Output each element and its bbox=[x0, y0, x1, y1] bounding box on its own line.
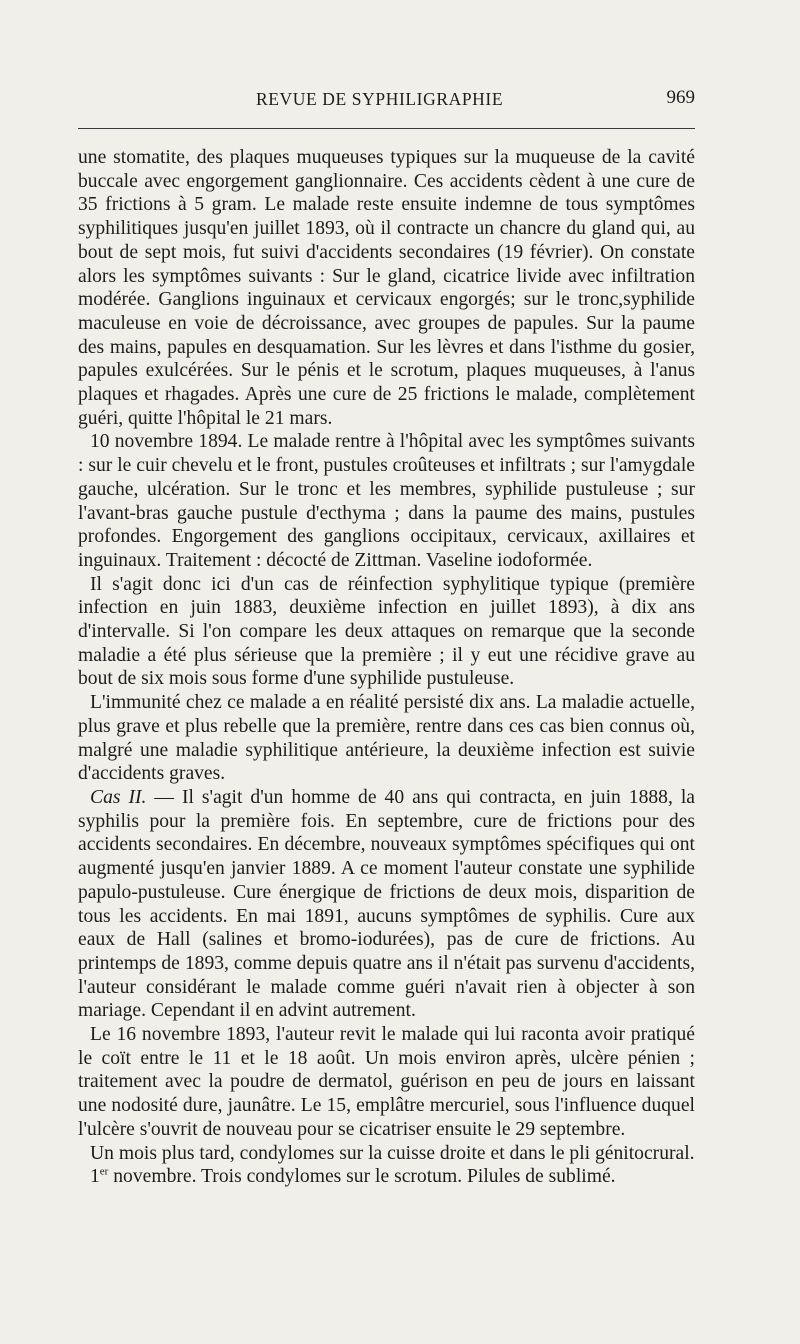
paragraph-8-text: novembre. Trois condylomes sur le scrotum. Pilules de sublimé. bbox=[108, 1166, 616, 1188]
running-title: REVUE DE SYPHILIGRAPHIE bbox=[256, 89, 504, 109]
paragraph-8 bbox=[78, 1165, 695, 1189]
paragraph-7: Un mois plus tard, condylomes sur la cuisse droite et dans le pli génitocrural. bbox=[90, 1142, 695, 1164]
paragraph-1: une stomatite, des plaques muqueuses typiques sur la muqueuse de la cavité buccale avec engorgement ganglionnaire. Ces accidents cèdent à une cure de 35 frictions à 5 gram. Le malade reste ensuite indemne de tous symptômes syphilitiques jusqu'en juillet 1893, où il contracte un chancre du gland qui, au bout de sept mois, fut suivi d'accidents secondaires (19 février). On constate alors les symptômes suivants : Sur le gland, cicatrice livide avec infiltration modérée. Ganglions inguinaux et cervicaux engorgés; sur le tronc,syphilide maculeuse en voie de décroissance, avec groupes de papules. Sur la paume des mains, papules en desquamation. Sur les lèvres et dans l'isthme du gosier, papules exulcérées. Sur le pénis et le scrotum, plaques muqueuses, à l'anus plaques et rhagades. Après une cure de 25 frictions le malade, complètement guéri, quitte l'hôpital le 21 mars. bbox=[78, 147, 695, 429]
paragraph-3: Il s'agit donc ici d'un cas de réinfection syphylitique typique (première infection en juin 1883, deuxième infection en juillet 1893), à dix ans d'intervalle. Si l'on compare les deux attaques on remarque que la seconde maladie a été plus sérieuse que la première ; il y eut une récidive grave au bout de six mois sous forme d'une syphilide pustuleuse. bbox=[78, 573, 695, 690]
paragraph-4: L'immunité chez ce malade a en réalité persisté dix ans. La maladie actuelle, plus grave et plus rebelle que la première, rentre dans ces cas bien connus où, malgré une maladie syphilitique antérieure, la deuxième infection est suivie d'accidents graves. bbox=[78, 692, 695, 785]
case-label: Cas II. bbox=[90, 786, 147, 808]
paragraph-6: Le 16 novembre 1893, l'auteur revit le malade qui lui raconta avoir pratiqué le coït entre le 11 et le 18 août. Un mois environ après, ulcère pénien ; traitement avec la poudre de dermatol, guérison en peu de jours en laissant une nodosité dure, jaunâtre. Le 15, emplâtre mercuriel, sous l'influence duquel l'ulcère s'ouvrit de nouveau pour se cicatriser ensuite le 29 septembre. bbox=[78, 1024, 695, 1140]
paragraph-5 bbox=[78, 786, 695, 1023]
paragraph-5-text: — Il s'agit d'un homme de 40 ans qui contracta, en juin 1888, la syphilis pour la première fois. En septembre, cure de frictions pour des accidents secondaires. En décembre, nouveaux symptômes spécifiques qui ont augmenté jusqu'en janvier 1889. A ce moment l'auteur constate une syphilide papulo-pustuleuse. Cure énergique de frictions de deux mois, disparition de tous les accidents. En mai 1891, aucuns symptômes de syphilis. Cure aux eaux de Hall (salines et bromo-iodurées), pas de cure de frictions. Au printemps de 1893, comme depuis quatre ans il n'était pas survenu d'accidents, l'auteur considérant le malade comme guéri n'avait rien à objecter à son mariage. Cependant il en advint autrement. bbox=[78, 786, 695, 1022]
body-text bbox=[78, 146, 695, 1189]
date-superscript: er bbox=[99, 1165, 109, 1178]
date-number: 1 bbox=[90, 1166, 100, 1188]
page-header bbox=[78, 89, 695, 119]
page-number: 969 bbox=[666, 87, 695, 108]
paragraph-2: 10 novembre 1894. Le malade rentre à l'hôpital avec les symptômes suivants : sur le cuir chevelu et le front, pustules croûteuses et infiltrats ; sur l'amygdale gauche, ulcération. Sur le tronc et les membres, syphilide pustuleuse ; sur l'avant-bras gauche pustule d'ecthyma ; dans la paume des mains, pustules profondes. Engorgement des ganglions occipitaux, cervicaux, axillaires et inguinaux. Traitement : décocté de Zittman. Vaseline iodoformée. bbox=[78, 431, 695, 571]
header-rule bbox=[78, 128, 695, 129]
